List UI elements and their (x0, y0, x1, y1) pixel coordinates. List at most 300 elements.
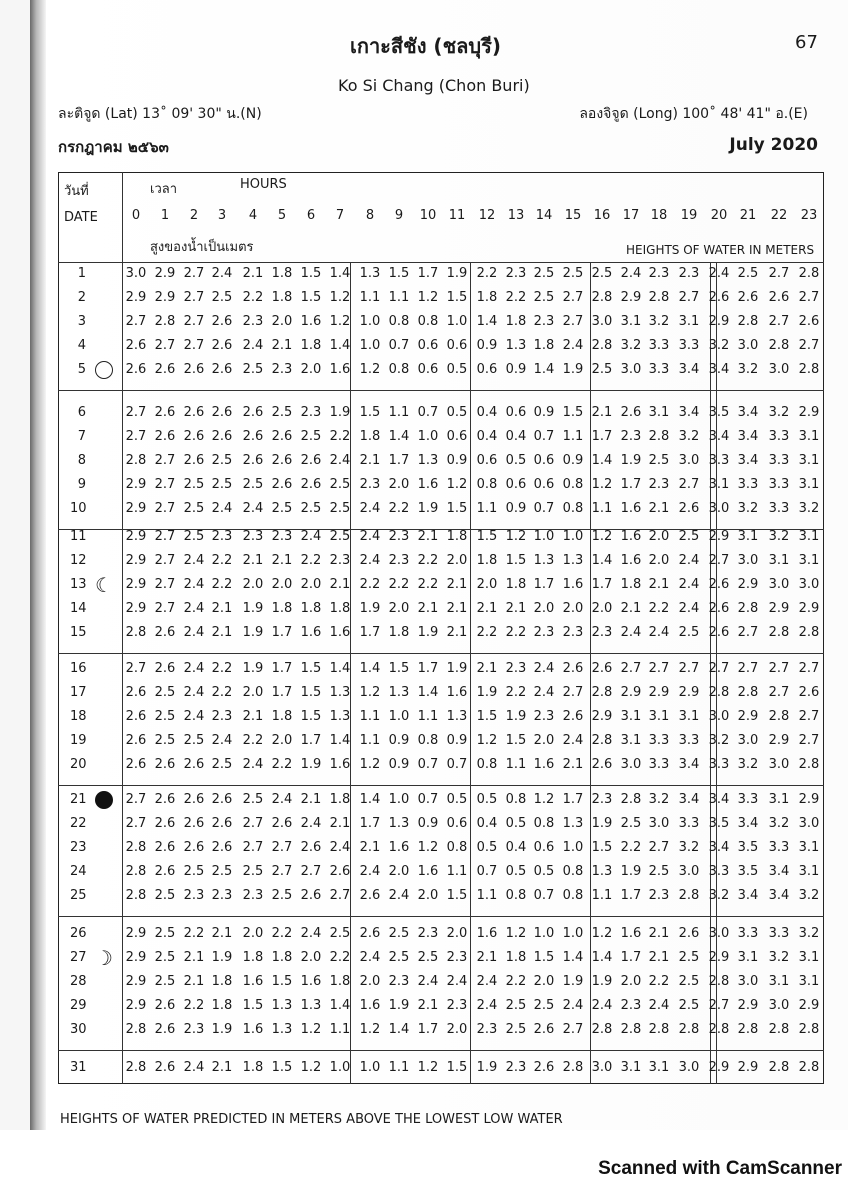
water-height-cell: 2.6 (154, 840, 176, 855)
water-height-cell: 3.4 (708, 792, 730, 807)
water-height-cell: 1.9 (505, 709, 527, 724)
water-height-cell: 1.8 (271, 266, 293, 281)
water-height-cell: 0.6 (446, 429, 468, 444)
water-height-cell: 2.6 (678, 926, 700, 941)
water-height-cell: 2.3 (211, 529, 233, 544)
water-height-cell: 2.5 (154, 974, 176, 989)
water-height-cell: 1.4 (329, 998, 351, 1013)
water-height-cell: 2.4 (300, 529, 322, 544)
water-height-cell: 2.7 (125, 816, 147, 831)
water-height-cell: 2.8 (125, 1022, 147, 1037)
water-height-cell: 0.8 (562, 501, 584, 516)
water-height-cell: 3.0 (678, 1060, 700, 1075)
water-height-cell: 2.5 (505, 1022, 527, 1037)
water-height-cell: 2.5 (154, 709, 176, 724)
day-number: 28 (70, 974, 87, 989)
water-height-cell: 1.6 (329, 362, 351, 377)
water-height-cell: 2.5 (154, 685, 176, 700)
water-height-cell: 3.0 (737, 338, 759, 353)
day-number: 3 (77, 314, 86, 329)
water-height-cell: 3.0 (678, 864, 700, 879)
water-height-cell: 2.7 (154, 338, 176, 353)
water-height-cell: 0.8 (505, 888, 527, 903)
water-height-cell: 2.5 (620, 816, 642, 831)
water-height-cell: 1.9 (211, 1022, 233, 1037)
full-moon-icon (95, 361, 113, 379)
water-height-cell: 0.4 (476, 405, 498, 420)
water-height-cell: 0.4 (505, 840, 527, 855)
water-height-cell: 2.1 (417, 998, 439, 1013)
water-height-cell: 1.3 (271, 1022, 293, 1037)
water-height-cell: 1.6 (300, 625, 322, 640)
water-height-cell: 2.2 (417, 577, 439, 592)
water-height-cell: 2.1 (359, 453, 381, 468)
water-height-cell: 3.3 (708, 757, 730, 772)
water-height-cell: 0.5 (476, 792, 498, 807)
water-height-cell: 2.7 (154, 601, 176, 616)
water-height-cell: 2.8 (591, 290, 613, 305)
water-height-cell: 3.1 (798, 950, 820, 965)
water-height-cell: 2.4 (533, 685, 555, 700)
water-height-cell: 1.1 (388, 1060, 410, 1075)
water-height-cell: 2.1 (476, 661, 498, 676)
height-label-thai: สูงของน้ำเป็นเมตร (150, 240, 254, 255)
water-height-cell: 1.6 (417, 477, 439, 492)
water-height-cell: 3.1 (648, 405, 670, 420)
water-height-cell: 2.1 (329, 816, 351, 831)
water-height-cell: 0.9 (388, 757, 410, 772)
water-height-cell: 2.6 (183, 757, 205, 772)
day-label-thai: วันที่ (64, 184, 89, 199)
water-height-cell: 2.6 (183, 405, 205, 420)
water-height-cell: 2.8 (648, 429, 670, 444)
water-height-cell: 2.7 (125, 792, 147, 807)
water-height-cell: 1.4 (591, 950, 613, 965)
water-height-cell: 1.1 (359, 733, 381, 748)
water-height-cell: 2.6 (300, 477, 322, 492)
day-number: 29 (70, 998, 87, 1013)
water-height-cell: 3.3 (648, 338, 670, 353)
water-height-cell: 2.3 (476, 1022, 498, 1037)
water-height-cell: 2.6 (211, 314, 233, 329)
water-height-cell: 2.6 (154, 998, 176, 1013)
water-height-cell: 1.1 (591, 888, 613, 903)
water-height-cell: 2.3 (242, 529, 264, 544)
day-number: 18 (70, 709, 87, 724)
water-height-cell: 1.0 (359, 1060, 381, 1075)
water-height-cell: 2.8 (798, 362, 820, 377)
water-height-cell: 2.6 (271, 453, 293, 468)
water-height-cell: 2.5 (242, 477, 264, 492)
water-height-cell: 0.4 (476, 816, 498, 831)
water-height-cell: 1.3 (505, 338, 527, 353)
water-height-cell: 2.6 (154, 661, 176, 676)
hour-label: 15 (564, 208, 582, 223)
water-height-cell: 2.7 (737, 625, 759, 640)
water-height-cell: 3.5 (708, 405, 730, 420)
water-height-cell: 2.6 (798, 314, 820, 329)
water-height-cell: 2.5 (678, 529, 700, 544)
water-height-cell: 2.4 (359, 553, 381, 568)
water-height-cell: 2.5 (329, 477, 351, 492)
water-height-cell: 2.4 (183, 601, 205, 616)
water-height-cell: 1.2 (476, 733, 498, 748)
water-height-cell: 2.9 (591, 709, 613, 724)
water-height-cell: 0.7 (417, 792, 439, 807)
water-height-cell: 3.4 (737, 429, 759, 444)
water-height-cell: 2.9 (798, 405, 820, 420)
water-height-cell: 2.6 (211, 429, 233, 444)
water-height-cell: 1.2 (359, 685, 381, 700)
water-height-cell: 2.6 (533, 1022, 555, 1037)
water-height-cell: 2.4 (359, 950, 381, 965)
water-height-cell: 2.6 (708, 577, 730, 592)
water-height-cell: 1.8 (505, 950, 527, 965)
water-height-cell: 2.6 (154, 864, 176, 879)
water-height-cell: 0.8 (505, 792, 527, 807)
day-number: 26 (70, 926, 87, 941)
water-height-cell: 2.6 (211, 338, 233, 353)
water-height-cell: 2.7 (154, 577, 176, 592)
water-height-cell: 1.1 (388, 405, 410, 420)
water-height-cell: 0.7 (388, 338, 410, 353)
water-height-cell: 2.6 (183, 840, 205, 855)
water-height-cell: 3.3 (768, 453, 790, 468)
water-height-cell: 2.7 (183, 266, 205, 281)
new-moon-icon (95, 791, 113, 809)
water-height-cell: 2.7 (154, 553, 176, 568)
water-height-cell: 1.9 (446, 661, 468, 676)
water-height-cell: 3.3 (648, 362, 670, 377)
water-height-cell: 1.7 (533, 577, 555, 592)
water-height-cell: 2.5 (591, 362, 613, 377)
water-height-cell: 0.4 (505, 429, 527, 444)
water-height-cell: 1.7 (271, 661, 293, 676)
water-height-cell: 2.6 (125, 338, 147, 353)
water-height-cell: 2.2 (211, 661, 233, 676)
water-height-cell: 2.0 (446, 1022, 468, 1037)
water-height-cell: 2.2 (476, 266, 498, 281)
hour-label: 8 (365, 208, 375, 223)
water-height-cell: 3.4 (678, 405, 700, 420)
water-height-cell: 1.4 (329, 338, 351, 353)
water-height-cell: 2.1 (211, 1060, 233, 1075)
water-height-cell: 2.8 (591, 733, 613, 748)
water-height-cell: 2.0 (533, 733, 555, 748)
water-height-cell: 2.4 (359, 864, 381, 879)
water-height-cell: 2.4 (476, 974, 498, 989)
water-height-cell: 1.8 (211, 974, 233, 989)
water-height-cell: 2.3 (417, 926, 439, 941)
water-height-cell: 2.8 (125, 625, 147, 640)
hour-label: 9 (394, 208, 404, 223)
water-height-cell: 0.5 (476, 840, 498, 855)
water-height-cell: 0.8 (562, 864, 584, 879)
hour-label: 1 (160, 208, 170, 223)
water-height-cell: 2.5 (388, 926, 410, 941)
water-height-cell: 2.5 (591, 266, 613, 281)
water-height-cell: 0.5 (505, 816, 527, 831)
water-height-cell: 3.2 (648, 792, 670, 807)
water-height-cell: 3.4 (737, 405, 759, 420)
water-height-cell: 1.6 (417, 864, 439, 879)
water-height-cell: 1.7 (591, 429, 613, 444)
water-height-cell: 3.1 (678, 314, 700, 329)
water-height-cell: 3.3 (768, 429, 790, 444)
page-subtitle: Ko Si Chang (Chon Buri) (338, 76, 530, 95)
water-height-cell: 2.6 (183, 816, 205, 831)
water-height-cell: 0.6 (446, 816, 468, 831)
water-height-cell: 2.2 (211, 577, 233, 592)
water-height-cell: 2.8 (798, 266, 820, 281)
water-height-cell: 2.3 (388, 974, 410, 989)
water-height-cell: 2.1 (271, 338, 293, 353)
hour-label: 23 (800, 208, 818, 223)
water-height-cell: 2.5 (211, 757, 233, 772)
water-height-cell: 0.7 (533, 429, 555, 444)
water-height-cell: 3.0 (591, 314, 613, 329)
water-height-cell: 0.6 (533, 453, 555, 468)
water-height-cell: 3.1 (798, 477, 820, 492)
water-height-cell: 1.2 (591, 529, 613, 544)
water-height-cell: 0.6 (533, 477, 555, 492)
water-height-cell: 1.8 (271, 601, 293, 616)
water-height-cell: 2.4 (183, 577, 205, 592)
water-height-cell: 1.5 (271, 1060, 293, 1075)
water-height-cell: 2.7 (125, 405, 147, 420)
water-height-cell: 2.2 (476, 625, 498, 640)
water-height-cell: 2.9 (154, 266, 176, 281)
water-height-cell: 2.4 (562, 733, 584, 748)
water-height-cell: 1.8 (271, 290, 293, 305)
water-height-cell: 2.1 (648, 501, 670, 516)
day-number: 9 (77, 477, 86, 492)
water-height-cell: 3.1 (768, 553, 790, 568)
group-divider (58, 785, 824, 786)
water-height-cell: 2.5 (648, 864, 670, 879)
water-height-cell: 1.6 (242, 974, 264, 989)
water-height-cell: 2.2 (388, 501, 410, 516)
water-height-cell: 2.6 (562, 709, 584, 724)
water-height-cell: 1.2 (417, 1060, 439, 1075)
water-height-cell: 2.8 (620, 1022, 642, 1037)
water-height-cell: 2.5 (678, 950, 700, 965)
water-height-cell: 1.8 (271, 950, 293, 965)
water-height-cell: 2.2 (211, 553, 233, 568)
water-height-cell: 0.8 (388, 314, 410, 329)
hour-label: 2 (189, 208, 199, 223)
water-height-cell: 3.2 (798, 888, 820, 903)
water-height-cell: 3.4 (708, 362, 730, 377)
water-height-cell: 2.1 (417, 529, 439, 544)
water-height-cell: 2.1 (329, 577, 351, 592)
water-height-cell: 2.4 (211, 266, 233, 281)
water-height-cell: 2.2 (211, 685, 233, 700)
water-height-cell: 2.2 (359, 577, 381, 592)
water-height-cell: 2.6 (533, 1060, 555, 1075)
water-height-cell: 2.9 (125, 974, 147, 989)
water-height-cell: 1.8 (329, 601, 351, 616)
water-height-cell: 1.5 (271, 974, 293, 989)
water-height-cell: 2.8 (798, 757, 820, 772)
water-height-cell: 2.6 (125, 685, 147, 700)
water-height-cell: 1.3 (533, 553, 555, 568)
water-height-cell: 1.6 (620, 926, 642, 941)
water-height-cell: 2.7 (708, 553, 730, 568)
water-height-cell: 2.6 (620, 405, 642, 420)
water-height-cell: 1.2 (359, 757, 381, 772)
water-height-cell: 1.0 (533, 926, 555, 941)
water-height-cell: 2.6 (300, 453, 322, 468)
water-height-cell: 1.2 (591, 477, 613, 492)
day-number: 22 (70, 816, 87, 831)
water-height-cell: 2.1 (648, 950, 670, 965)
water-height-cell: 2.6 (242, 405, 264, 420)
water-height-cell: 1.8 (505, 314, 527, 329)
water-height-cell: 1.7 (388, 453, 410, 468)
water-height-cell: 2.0 (359, 974, 381, 989)
water-height-cell: 3.0 (620, 362, 642, 377)
water-height-cell: 2.3 (300, 405, 322, 420)
water-height-cell: 2.7 (648, 840, 670, 855)
water-height-cell: 2.0 (591, 601, 613, 616)
water-height-cell: 0.5 (446, 792, 468, 807)
water-height-cell: 2.4 (183, 661, 205, 676)
water-height-cell: 2.9 (125, 998, 147, 1013)
water-height-cell: 1.0 (359, 338, 381, 353)
water-height-cell: 2.4 (300, 816, 322, 831)
water-height-cell: 2.5 (648, 453, 670, 468)
water-height-cell: 2.7 (768, 266, 790, 281)
water-height-cell: 2.1 (183, 950, 205, 965)
water-height-cell: 0.5 (446, 405, 468, 420)
water-height-cell: 2.0 (533, 974, 555, 989)
hour-label: 5 (277, 208, 287, 223)
day-number: 31 (70, 1060, 87, 1075)
water-height-cell: 2.7 (768, 685, 790, 700)
water-height-cell: 2.1 (446, 601, 468, 616)
water-height-cell: 1.8 (242, 1060, 264, 1075)
water-height-cell: 2.7 (271, 840, 293, 855)
hour-label: 4 (248, 208, 258, 223)
water-height-cell: 3.4 (737, 816, 759, 831)
water-height-cell: 2.5 (154, 926, 176, 941)
water-height-cell: 0.8 (476, 477, 498, 492)
water-height-cell: 2.4 (359, 501, 381, 516)
water-height-cell: 2.0 (533, 601, 555, 616)
water-height-cell: 2.4 (648, 625, 670, 640)
water-height-cell: 2.7 (648, 661, 670, 676)
water-height-cell: 2.8 (154, 314, 176, 329)
water-height-cell: 3.0 (678, 453, 700, 468)
water-height-cell: 1.6 (329, 625, 351, 640)
water-height-cell: 2.6 (708, 625, 730, 640)
water-height-cell: 3.4 (708, 429, 730, 444)
water-height-cell: 0.4 (476, 429, 498, 444)
water-height-cell: 1.1 (359, 290, 381, 305)
water-height-cell: 2.7 (154, 501, 176, 516)
day-number: 30 (70, 1022, 87, 1037)
water-height-cell: 0.6 (417, 338, 439, 353)
water-height-cell: 1.5 (300, 661, 322, 676)
water-height-cell: 2.5 (242, 792, 264, 807)
water-height-cell: 2.8 (737, 1022, 759, 1037)
water-height-cell: 2.5 (183, 501, 205, 516)
hour-label: 20 (710, 208, 728, 223)
water-height-cell: 2.0 (562, 601, 584, 616)
water-height-cell: 2.7 (154, 529, 176, 544)
water-height-cell: 2.9 (737, 998, 759, 1013)
water-height-cell: 2.0 (271, 577, 293, 592)
water-height-cell: 2.0 (620, 974, 642, 989)
water-height-cell: 1.7 (417, 1022, 439, 1037)
water-height-cell: 2.8 (125, 1060, 147, 1075)
water-height-cell: 2.6 (591, 661, 613, 676)
water-height-cell: 1.3 (388, 816, 410, 831)
water-height-cell: 3.2 (708, 733, 730, 748)
hour-label: 6 (306, 208, 316, 223)
water-height-cell: 2.8 (798, 1060, 820, 1075)
water-height-cell: 2.5 (154, 888, 176, 903)
water-height-cell: 2.5 (242, 864, 264, 879)
day-number: 10 (70, 501, 87, 516)
water-height-cell: 3.5 (737, 840, 759, 855)
water-height-cell: 3.0 (737, 974, 759, 989)
water-height-cell: 2.6 (125, 362, 147, 377)
water-height-cell: 2.4 (678, 577, 700, 592)
water-height-cell: 0.9 (562, 453, 584, 468)
last-quarter-moon-icon: ☾ (95, 573, 113, 597)
water-height-cell: 1.8 (242, 950, 264, 965)
water-height-cell: 2.8 (648, 1022, 670, 1037)
water-height-cell: 1.2 (300, 1060, 322, 1075)
water-height-cell: 2.9 (737, 709, 759, 724)
water-height-cell: 2.5 (154, 950, 176, 965)
water-height-cell: 1.9 (242, 625, 264, 640)
hour-label: 12 (478, 208, 496, 223)
water-height-cell: 2.8 (562, 1060, 584, 1075)
water-height-cell: 2.7 (678, 477, 700, 492)
water-height-cell: 1.4 (329, 266, 351, 281)
water-height-cell: 3.3 (768, 477, 790, 492)
water-height-cell: 2.0 (300, 362, 322, 377)
water-height-cell: 1.5 (300, 709, 322, 724)
water-height-cell: 2.6 (300, 888, 322, 903)
water-height-cell: 2.5 (562, 266, 584, 281)
water-height-cell: 2.4 (533, 661, 555, 676)
water-height-cell: 2.7 (798, 709, 820, 724)
page-binding-shadow (30, 0, 46, 1130)
water-height-cell: 2.3 (388, 553, 410, 568)
water-height-cell: 3.2 (798, 926, 820, 941)
water-height-cell: 2.8 (648, 290, 670, 305)
water-height-cell: 1.8 (620, 577, 642, 592)
water-height-cell: 1.7 (300, 733, 322, 748)
water-height-cell: 3.1 (798, 840, 820, 855)
hour-label: 10 (419, 208, 437, 223)
water-height-cell: 2.4 (329, 453, 351, 468)
water-height-cell: 1.5 (388, 266, 410, 281)
water-height-cell: 3.1 (620, 733, 642, 748)
water-height-cell: 3.3 (768, 501, 790, 516)
water-height-cell: 2.3 (620, 429, 642, 444)
water-height-cell: 1.2 (591, 926, 613, 941)
water-height-cell: 2.5 (388, 950, 410, 965)
water-height-cell: 3.2 (768, 405, 790, 420)
water-height-cell: 2.7 (737, 661, 759, 676)
water-height-cell: 3.1 (798, 553, 820, 568)
water-height-cell: 1.5 (562, 405, 584, 420)
